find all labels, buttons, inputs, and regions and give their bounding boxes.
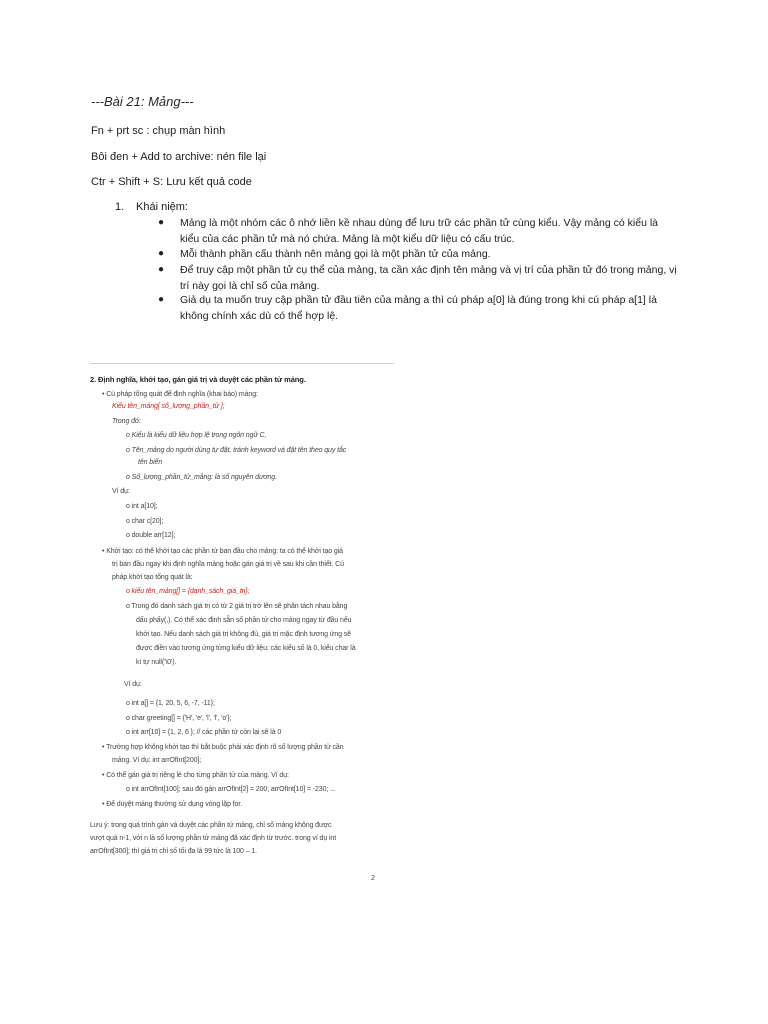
scan-line: • Có thể gán giá trị riêng lẻ cho từng phần tử của mảng. Ví dụ: — [102, 772, 289, 779]
scan-line: o Số_lượng_phần_tử_mảng: là số nguyên dương. — [126, 474, 277, 481]
scan-line: Kiểu tên_mảng[ số_lượng_phần_tử ]; — [112, 403, 225, 410]
scan-line: được điền vào tương ứng từng kiểu dữ liệu: các kiểu số là 0, kiểu char là — [136, 645, 356, 652]
scan-line: o char c[20]; — [126, 518, 164, 525]
bullet-item: ● Để truy cập một phần tử cụ thể của mảng, ta cần xác định tên mảng và vị trí của phần tử đó trong mảng, vị trí này gọi là chỉ số của mảng. — [158, 264, 677, 292]
scan-line: • Để duyệt mảng thường sử dụng vòng lặp for. — [102, 801, 243, 808]
bullet-icon: ● — [158, 217, 165, 228]
scan-line: arrOfInt[300]; thì giá trị chỉ số tối đa là 99 tức là 100 – 1. — [90, 848, 257, 855]
scan-line: • Trường hợp không khởi tạo thì bắt buộc phải xác định rõ số lượng phần tử cần — [102, 744, 344, 751]
scan-line: o int arr[10] = {1, 2, 6 }; // các phần tử còn lại sẽ là 0 — [126, 729, 282, 736]
bullet-icon: ● — [158, 264, 165, 275]
scan-line: vượt quá n-1, với n là số lượng phần tử mảng đã xác định từ trước. trong ví dụ int — [90, 835, 337, 842]
section-number: 1. — [115, 201, 125, 213]
scan-line: mảng. Ví dụ: int arrOfInt[200]; — [112, 757, 202, 764]
scan-line: • Khởi tạo: có thể khởi tạo các phần tử ban đầu cho mảng: ta có thể khởi tạo giá — [102, 548, 343, 555]
scan-line: o Kiểu là kiểu dữ liệu hợp lệ trong ngôn ngữ C, — [126, 432, 267, 439]
scan-line: Lưu ý: trong quá trình gán và duyệt các phần tử mảng, chỉ số mảng không được — [90, 822, 332, 829]
section-heading: Khái niệm: — [136, 201, 188, 213]
lesson-title: ---Bài 21: Mảng--- — [91, 94, 194, 109]
scan-line: o Trong đó danh sách giá trị có từ 2 giá trị trở lên sẽ phân tách nhau bằng — [126, 603, 348, 610]
note-save: Ctr + Shift + S: Lưu kết quả code — [91, 176, 252, 188]
scan-line: pháp khởi tạo tổng quát là: — [112, 574, 193, 581]
embedded-page-image — [88, 363, 394, 891]
scan-line: kí tự null('\0'). — [136, 659, 177, 666]
scan-line: Trong đó: — [112, 418, 141, 425]
bullet-icon: ● — [158, 248, 165, 259]
scan-line: o char greeting[] = {'H', 'e', 'l', 'l', 'o'}; — [126, 715, 232, 722]
bullet-item: ● Mảng là một nhóm các ô nhớ liền kề nhau dùng để lưu trữ các phần tử cùng kiểu. Vậy mảng có kiểu là kiểu của các phần tử mà nó chứa. Mảng là một kiểu dữ liệu có cấu trúc. — [158, 217, 658, 245]
note-screenshot: Fn + prt sc : chụp màn hình — [91, 125, 226, 137]
scan-line: trị ban đầu ngay khi định nghĩa mảng hoặc gán giá trị về sau khi cần thiết. Cú — [112, 561, 344, 568]
scan-line: tên biến — [138, 459, 163, 466]
scan-line: o kiểu tên_mảng[] = {danh_sách_giá_trị}; — [126, 588, 250, 595]
bullet-icon: ● — [158, 294, 165, 305]
scan-heading: 2. Định nghĩa, khởi tạo, gán giá trị và duyệt các phần tử mảng. — [90, 375, 306, 384]
scan-line: o Tên_mảng do người dùng tự đặt, tránh keyword và đặt tên theo quy tắc — [126, 447, 347, 454]
scan-line: dấu phẩy(,). Có thể xác định sẵn số phần tử cho mảng ngay từ đầu nếu — [136, 617, 352, 624]
scan-line: o int a[] = {1, 20, 5, 6, -7, -11}; — [126, 700, 215, 707]
scan-line: Ví dụ: — [124, 681, 142, 688]
divider — [90, 363, 394, 364]
scan-line: khởi tạo. Nếu danh sách giá trị không đủ, giá trị mặc định tương ứng sẽ — [136, 631, 351, 638]
bullet-item: ● Mỗi thành phần cấu thành nên mảng gọi là một phần tử của mảng. — [158, 248, 491, 260]
bullet-item: ● Giả dụ ta muốn truy cập phần tử đầu tiên của mảng a thì cú pháp a[0] là đúng trong khi cú pháp a[1] là không chính xác dù có thể hợp lệ. — [158, 294, 657, 322]
scan-line: • Cú pháp tổng quát để định nghĩa (khai báo) mảng: — [102, 391, 258, 398]
scan-line: o double arr[12]; — [126, 532, 176, 539]
scan-line: o int arrOfInt[100]; sau đó gán arrOfInt[2] = 200; arrOfInt[10] = -230; ... — [126, 786, 336, 793]
page-number: 2 — [371, 875, 375, 882]
note-compress: Bôi đen + Add to archive: nén file lại — [91, 151, 267, 163]
scan-line: o int a[10]; — [126, 503, 158, 510]
scan-line: Ví dụ: — [112, 488, 130, 495]
